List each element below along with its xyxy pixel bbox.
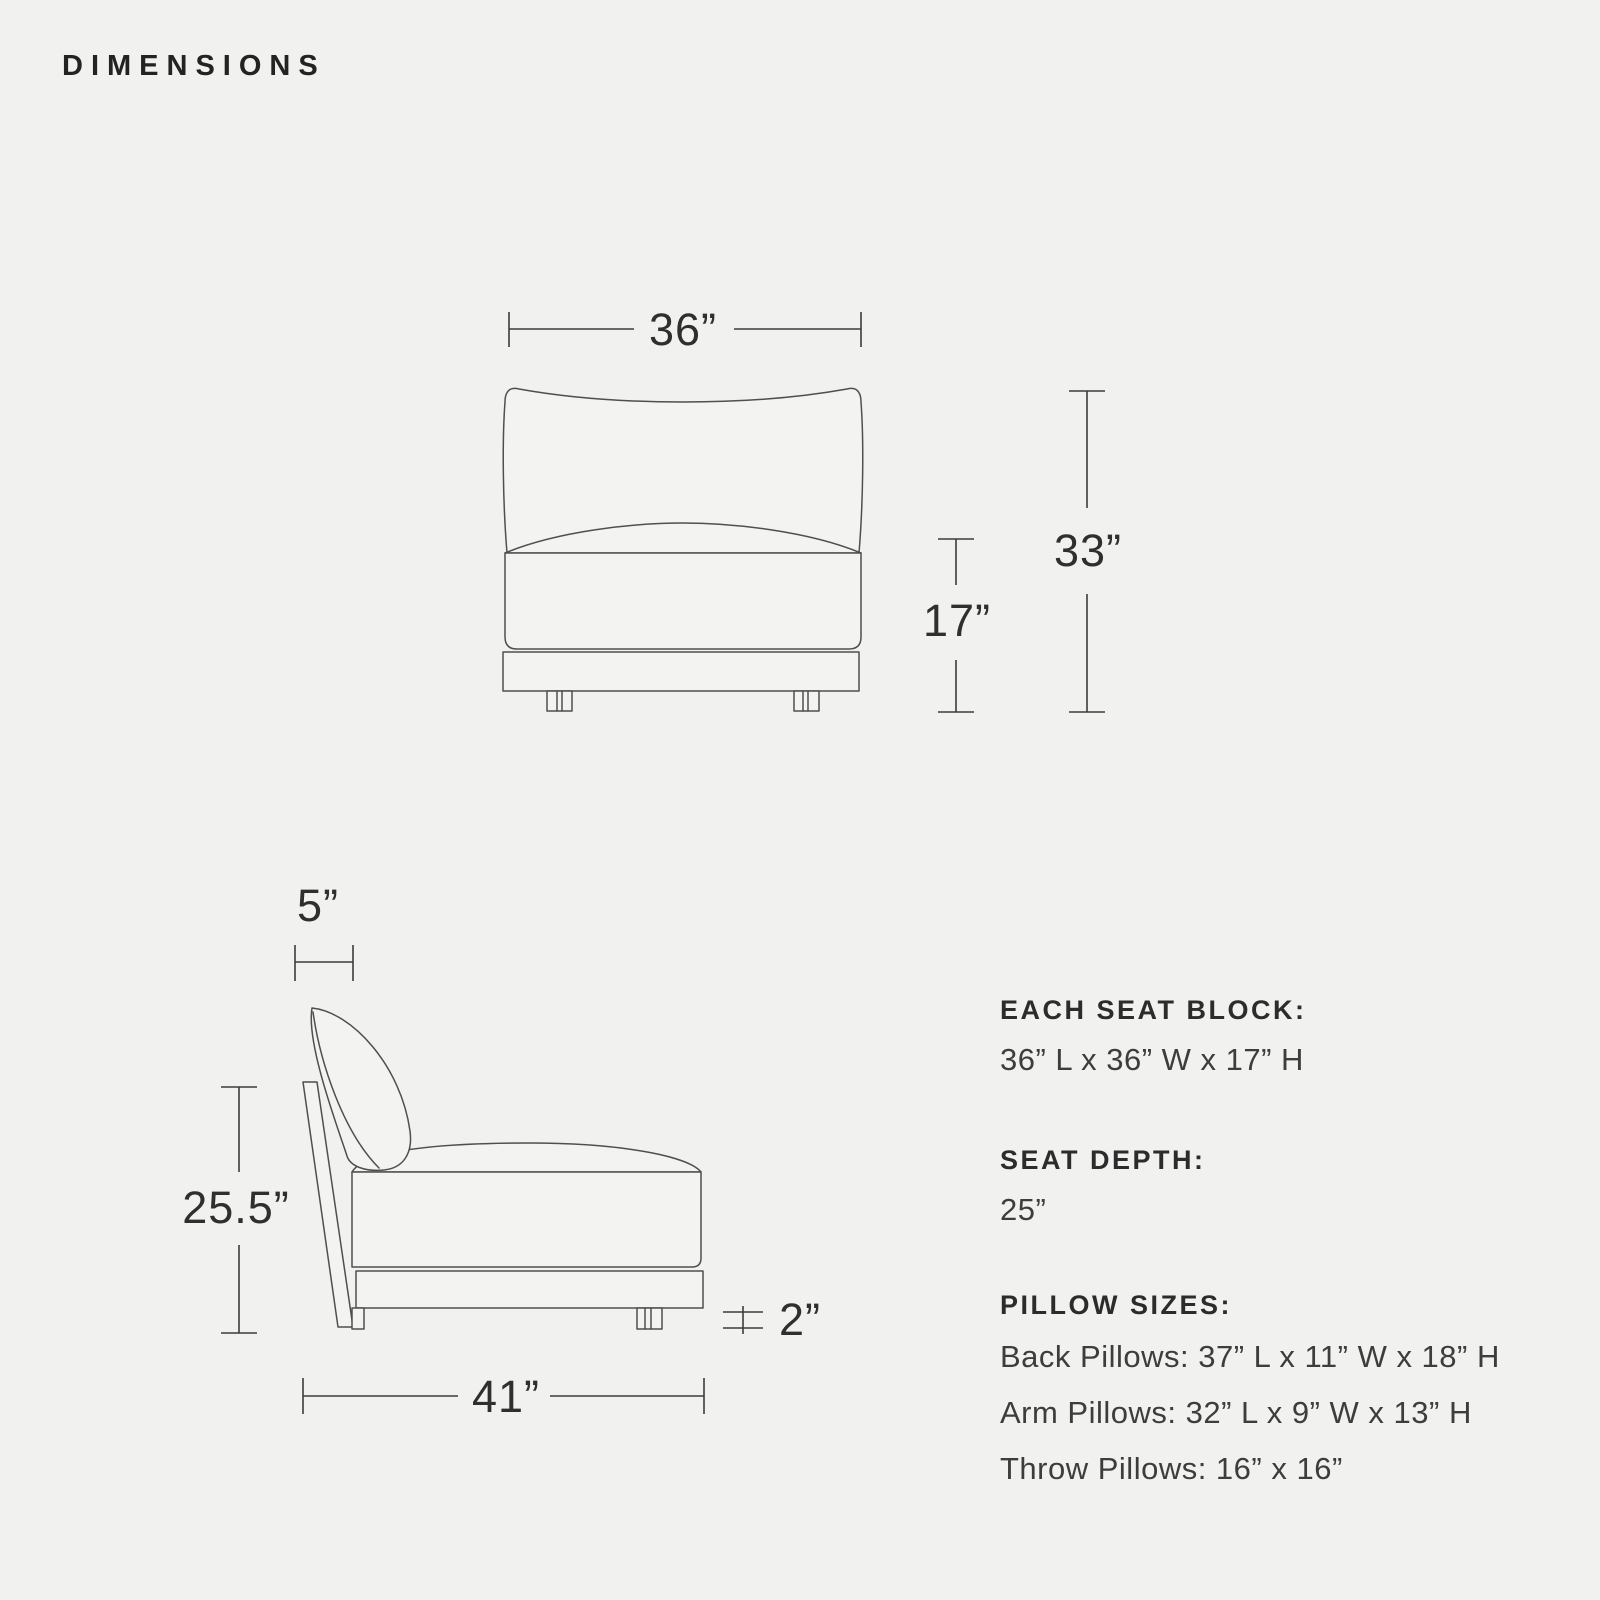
front-right-leg (794, 691, 819, 711)
seat-block-value: 36” L x 36” W x 17” H (1000, 1042, 1304, 1077)
front-width-label: 36” (648, 304, 718, 355)
seat-block-heading: EACH SEAT BLOCK: (1000, 995, 1307, 1025)
seat-depth-heading: SEAT DEPTH: (1000, 1145, 1206, 1175)
pillow-size-throw: Throw Pillows: 16” x 16” (1000, 1451, 1343, 1486)
side-base-outline (356, 1271, 703, 1308)
side-view-drawing (221, 945, 763, 1414)
front-total-height-label: 33” (1053, 525, 1123, 576)
front-seat-box-outline (505, 553, 861, 649)
side-back-thickness-dimension-line (295, 945, 353, 981)
side-height-label: 25.5” (182, 1182, 290, 1233)
side-seat-box-outline (352, 1172, 701, 1267)
pillow-size-back: Back Pillows: 37” L x 11” W x 18” H (1000, 1339, 1500, 1374)
page-title: DIMENSIONS (62, 50, 326, 82)
side-depth-label: 41” (471, 1371, 541, 1422)
front-view-drawing (503, 312, 1105, 712)
front-base-outline (503, 652, 859, 691)
seat-depth-value: 25” (1000, 1192, 1047, 1227)
front-seat-height-label: 17” (922, 595, 992, 646)
front-left-leg (547, 691, 572, 711)
side-leg-height-label: 2” (778, 1294, 822, 1345)
side-back-thickness-label: 5” (296, 880, 340, 931)
side-rear-leg (352, 1308, 364, 1329)
side-front-leg (637, 1308, 662, 1329)
side-leg-height-dimension-line (723, 1306, 763, 1334)
pillow-sizes-heading: PILLOW SIZES: (1000, 1290, 1232, 1320)
pillow-size-arm: Arm Pillows: 32” L x 9” W x 13” H (1000, 1395, 1472, 1430)
